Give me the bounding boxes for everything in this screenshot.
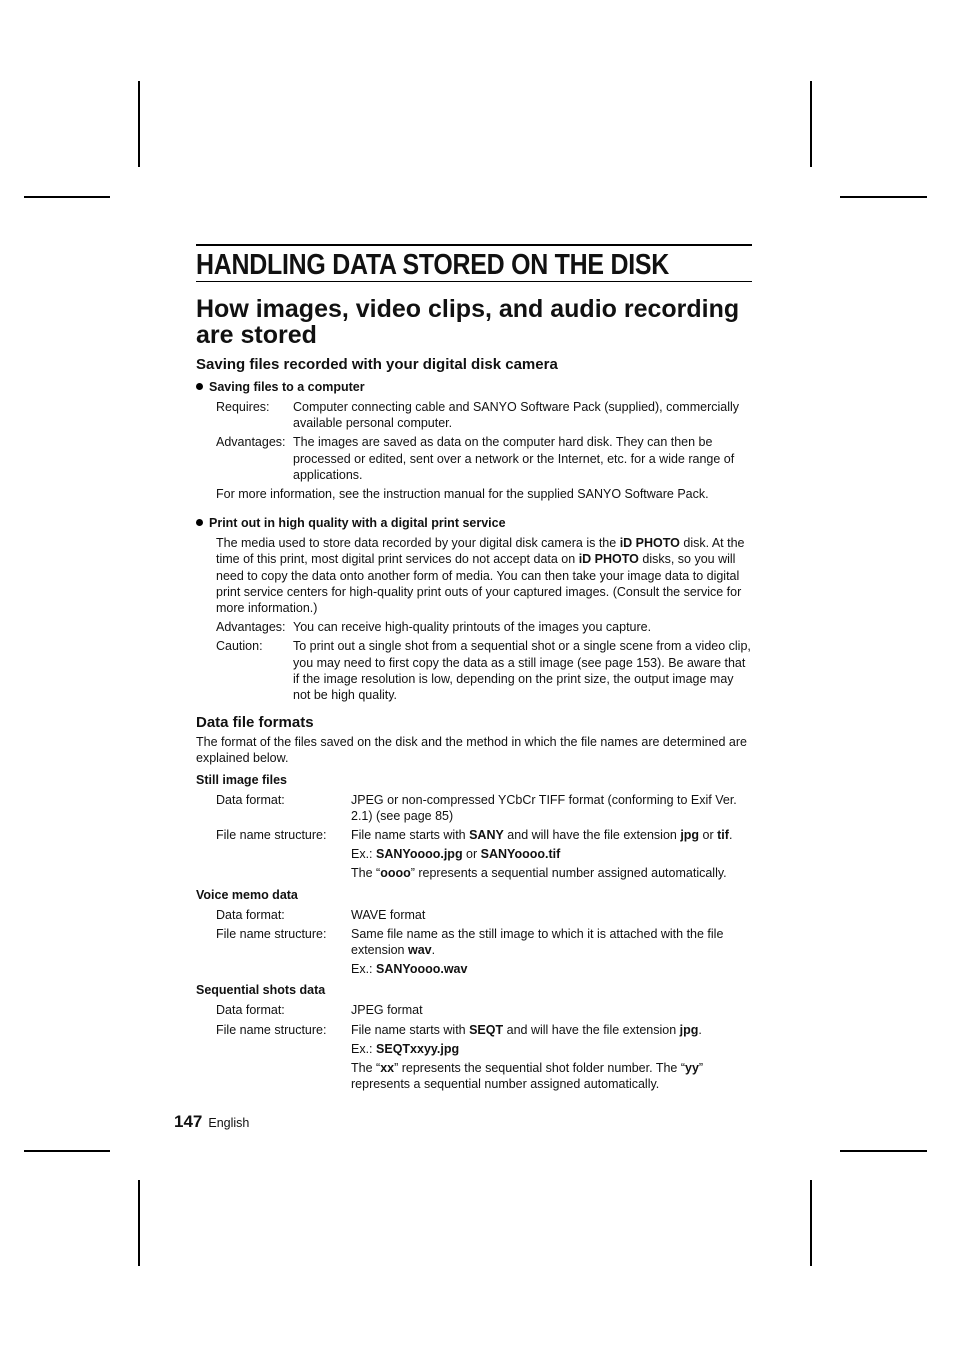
seq-data-format: Data format: JPEG format	[216, 1003, 423, 1018]
bullet-saving-computer: Saving files to a computer	[196, 379, 752, 396]
crop-mark	[840, 1150, 927, 1152]
bullet-icon	[196, 383, 203, 390]
voice-example: Ex.: SANYoooo.wav	[351, 962, 468, 977]
still-example: Ex.: SANYoooo.jpg or SANYoooo.tif	[351, 847, 561, 862]
more-info-text: For more information, see the instruction manual for the supplied SANYO Software Pack.	[216, 487, 709, 502]
crop-mark	[840, 196, 927, 198]
requires-row: Requires: Computer connecting cable and SANYO Software Pack (supplied), commercially available personal computer.	[216, 400, 740, 431]
chapter-header	[196, 244, 752, 282]
section-title: How images, video clips, and audio recording are stored	[196, 295, 740, 349]
bullet-print-service: Print out in high quality with a digital print service	[196, 515, 752, 532]
seq-note: The “xx” represents the sequential shot folder number. The “yy” represents a sequential number assigned automatically.	[351, 1061, 704, 1092]
page-number: 147	[174, 1112, 203, 1131]
still-data-format: Data format: JPEG or non-compressed YCbCr TIFF format (conforming to Exif Ver. 2.1) (see page 85)	[216, 792, 737, 823]
advantages-row: Advantages: The images are saved as data on the computer hard disk. They can then be processed or edited, sent over a network or the Internet, etc. for a wide range of applications.	[216, 435, 735, 482]
seq-example: Ex.: SEQTxxyy.jpg	[351, 1041, 460, 1056]
saving-heading: Saving files recorded with your digital disk camera	[196, 356, 558, 373]
print-advantages-row: Advantages: You can receive high-quality printouts of the images you capture.	[216, 620, 652, 635]
still-note: The “oooo” represents a sequential number assigned automatically.	[351, 866, 727, 881]
crop-mark	[138, 1180, 140, 1266]
voice-data-format: Data format: WAVE format	[216, 907, 426, 922]
page-content	[196, 244, 752, 1093]
seq-file-name: File name structure: File name starts with SEQT and will have the file extension jpg.	[216, 1022, 702, 1037]
crop-mark	[24, 1150, 110, 1152]
still-image-title: Still image files	[196, 772, 288, 787]
formats-intro: The format of the files saved on the disk and the method in which the file names are determined are explained below.	[196, 735, 748, 766]
formats-heading: Data file formats	[196, 714, 314, 732]
bullet-icon	[196, 519, 203, 526]
crop-mark	[810, 1180, 812, 1266]
sequential-title: Sequential shots data	[196, 983, 326, 998]
print-description: The media used to store data recorded by your digital disk camera is the iD PHOTO disk. At the time of this print, most digital print services do not accept data on iD PHOTO disks, so you will need to copy the data onto another form of media. You can then take your image data to digital print service centers for high-quality print outs of your captured images. (Consult the service for more information.)	[216, 536, 745, 616]
crop-mark	[810, 81, 812, 167]
voice-memo-title: Voice memo data	[196, 887, 298, 902]
chapter-title: HANDLING DATA STORED ON THE DISK	[196, 249, 669, 281]
voice-file-name: File name structure: Same file name as the still image to which it is attached with the file extension wav.	[216, 926, 724, 958]
page-footer	[174, 1112, 249, 1132]
crop-mark	[24, 196, 110, 198]
language-label: English	[208, 1116, 250, 1130]
caution-row: Caution: To print out a single shot from a sequential shot or a single scene from a video clip, you may need to first copy the data as a still image (see page 153). Be aware that if the image resolution is low, depending on the print size, the output image may not be high quality.	[216, 639, 751, 703]
still-file-name: File name structure: File name starts with SANY and will have the file extension jpg or tif.	[216, 828, 733, 843]
crop-mark	[138, 81, 140, 167]
